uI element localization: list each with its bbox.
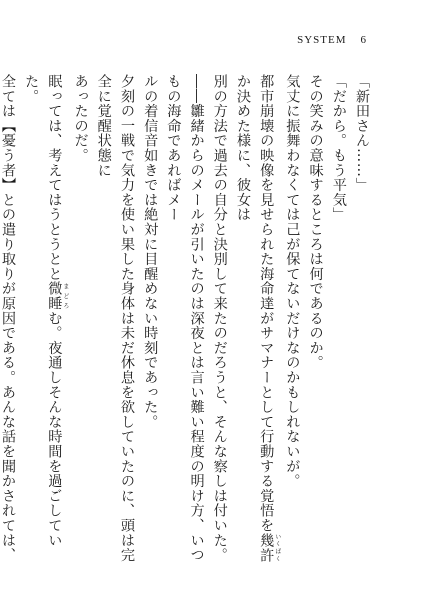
- text-line: 別の方法で過去の自分と決別して来たのだろうと、そんな察しは付いた。: [211, 74, 228, 563]
- text-line: ルの着信音如きでは絶対に目醒めない時刻であった。: [142, 74, 159, 430]
- ruby-annotation: 幾許 いくばく: [258, 532, 281, 563]
- page-number: 6: [360, 34, 367, 46]
- text-line: 眠っては、考えてはうとうとと微睡 まどろむ。夜通しそんな時間を過ごしていた。: [23, 74, 69, 548]
- text-line: ――雛緒からのメールが引いたのは深夜とは言い難い程度の明け方、いつもの海命であればメー: [165, 74, 205, 563]
- text-line: 気丈に振舞わなくては己が保てないだけなのかもしれないが。: [284, 74, 301, 489]
- text-line: 夕刻の一戦で気力を使い果した身体は未だ休息を欲していたのに、頭は完全に覚醒状態に: [95, 74, 135, 563]
- text-line: その笑みの意味するところは何であるのか。: [307, 74, 324, 370]
- running-head: [297, 34, 367, 46]
- text-line: 都市崩壊の映像を見せられた海命達がサマナーとして行動する覚悟を幾許 いくばくか決めた様に、彼女は: [234, 74, 281, 563]
- ruby-annotation: 微睡 まどろ: [46, 281, 69, 311]
- text-line: 「新田さん……」: [354, 74, 370, 193]
- body-text: [0, 74, 373, 564]
- text-line: 「だから。もう平気」: [330, 74, 347, 222]
- running-head-title: SYSTEM: [297, 34, 347, 46]
- text-line: あったのだ。: [72, 74, 89, 163]
- text-line: 全ては【憂う者】との遣り取りが原因である。あんな話を聞かされては、: [0, 74, 16, 563]
